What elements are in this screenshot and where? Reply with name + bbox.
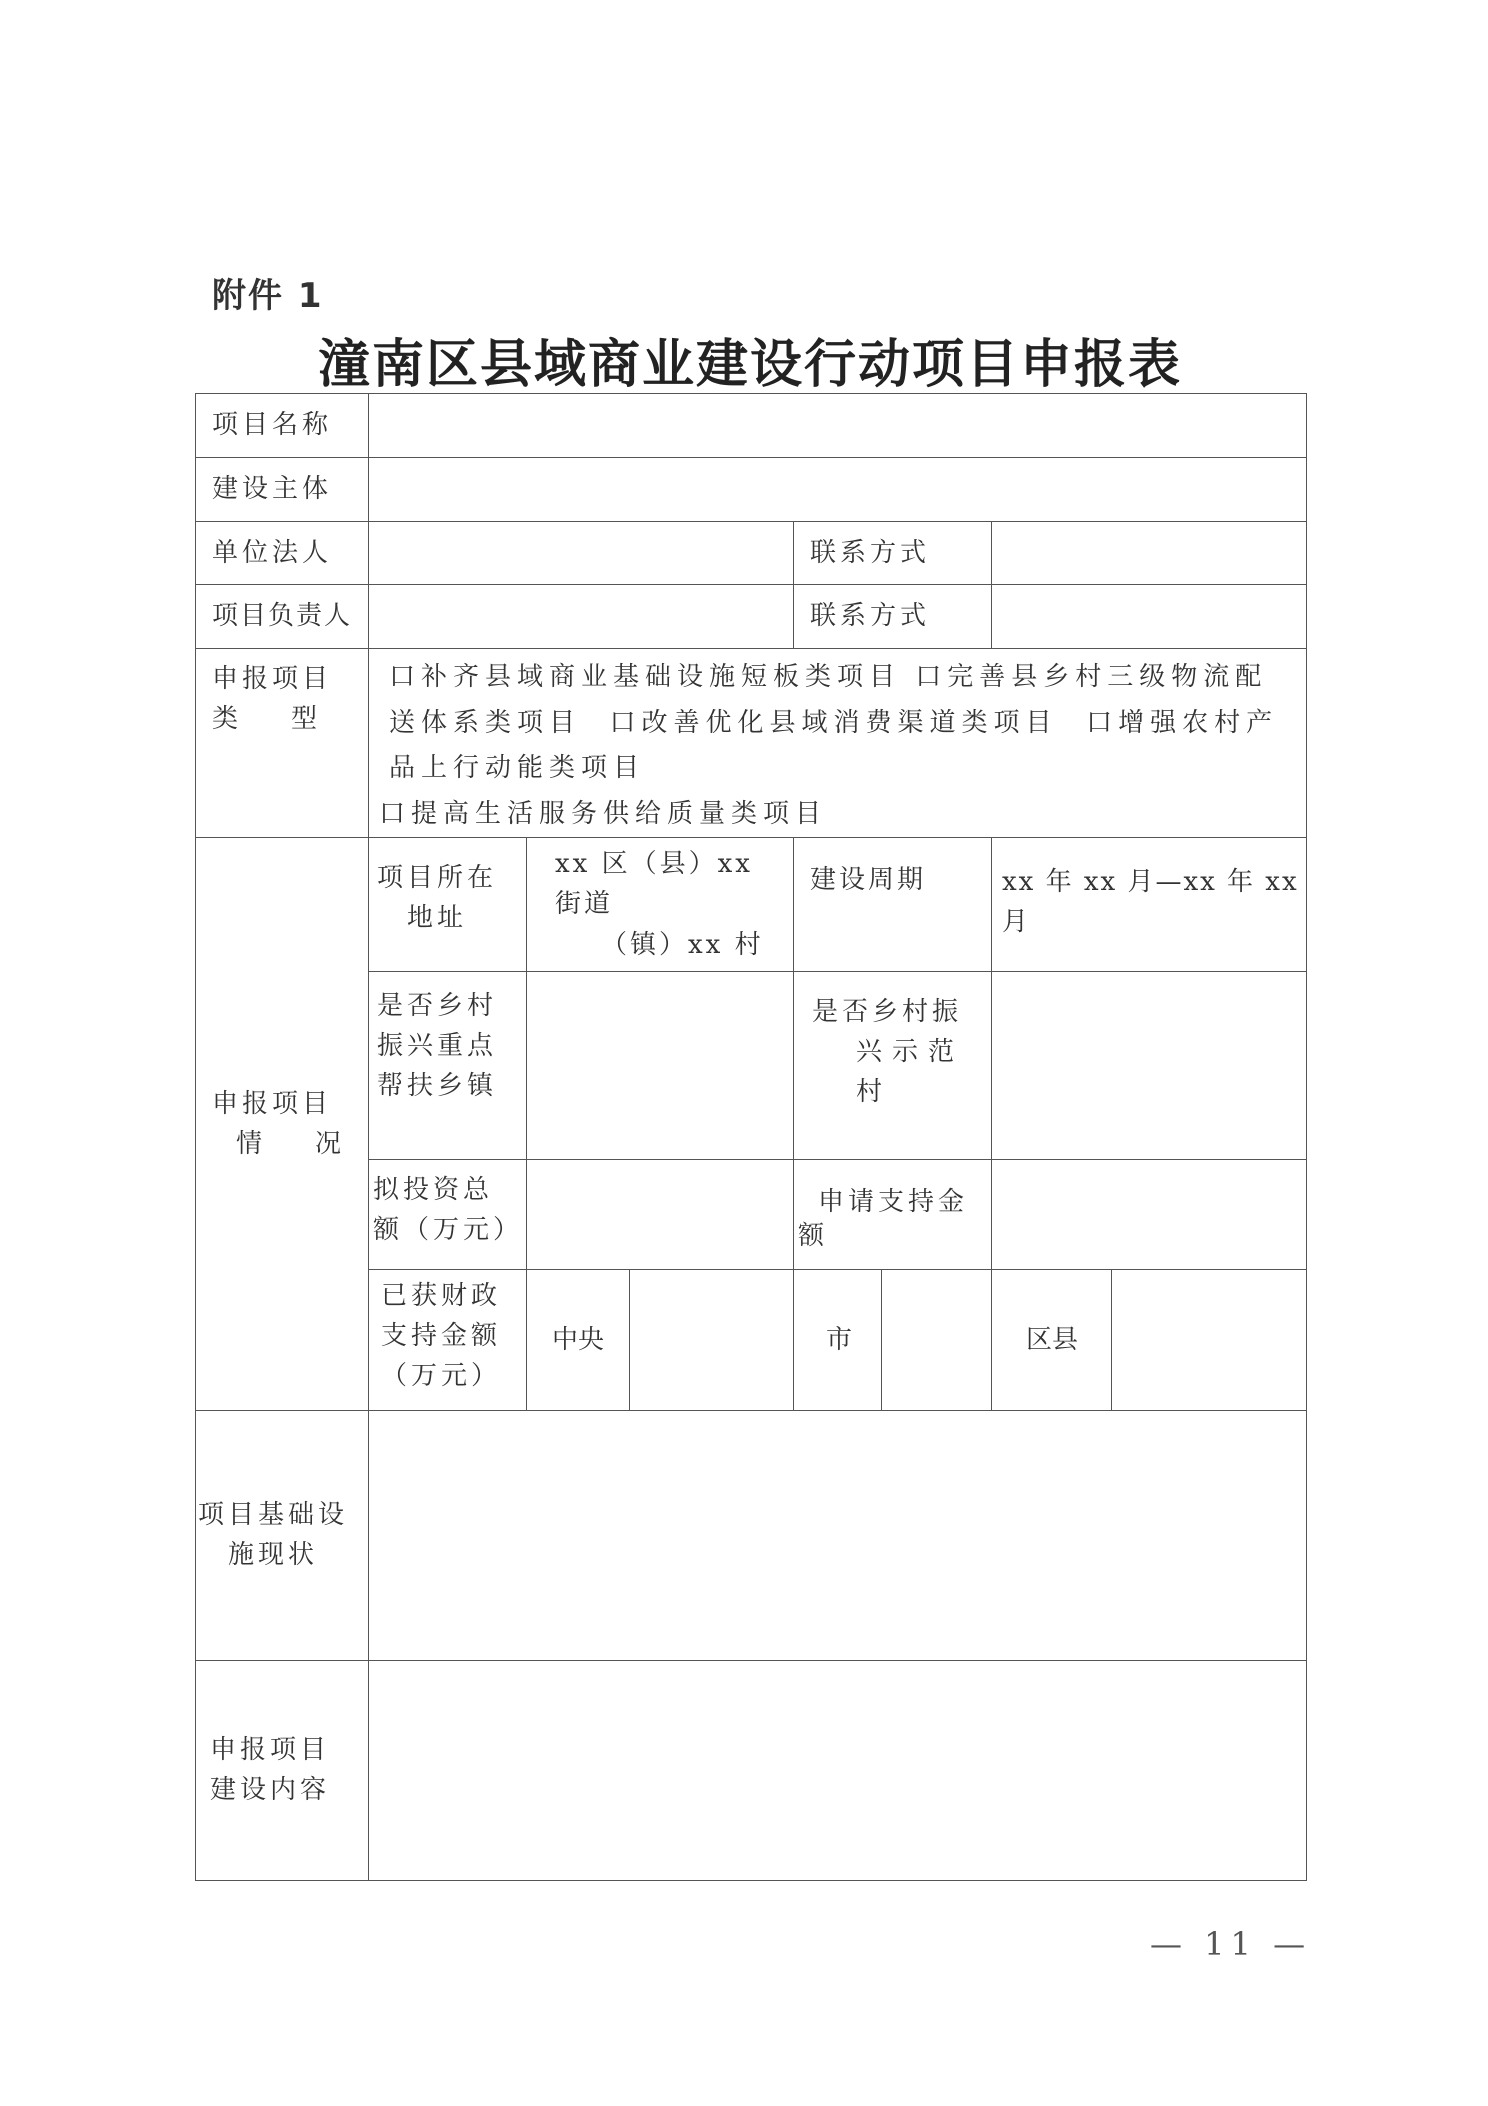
rural-town-field[interactable] bbox=[527, 971, 794, 1159]
obtained-label bbox=[369, 1269, 527, 1410]
investment-field[interactable] bbox=[527, 1159, 794, 1269]
row-project-lead bbox=[196, 585, 1307, 649]
type-option-services[interactable]: 口提高生活服务供给质量类项目 bbox=[379, 798, 828, 829]
infrastructure-field[interactable] bbox=[369, 1410, 1307, 1660]
investment-label bbox=[369, 1159, 527, 1269]
address-value[interactable] bbox=[527, 838, 794, 972]
rural-town-label bbox=[369, 971, 527, 1159]
rural-town-label-line-2: 振兴重点 bbox=[377, 1031, 498, 1062]
address-value-line-1: xx 区（县）xx 街道 bbox=[555, 849, 753, 920]
page-number: — 11 — bbox=[1150, 1925, 1312, 1963]
row-infrastructure-status bbox=[196, 1410, 1307, 1660]
row-address bbox=[196, 838, 1307, 972]
demo-village-label-line-1: 是否乡村振 bbox=[812, 996, 963, 1027]
investment-label-line-2: 额（万元） bbox=[373, 1215, 524, 1246]
situation-label-line-1: 申报项目 bbox=[212, 1088, 333, 1119]
rural-town-label-line-1: 是否乡村 bbox=[377, 990, 498, 1021]
project-type-options bbox=[369, 649, 1307, 838]
support-field[interactable] bbox=[992, 1159, 1307, 1269]
obtained-label-line-3: （万元） bbox=[381, 1361, 502, 1392]
row-construction-content bbox=[196, 1660, 1307, 1880]
attachment-label: 附件 1 bbox=[212, 276, 324, 316]
legal-rep-label: 单位法人 bbox=[196, 522, 369, 585]
application-form-table bbox=[195, 393, 1307, 1881]
rural-town-label-line-3: 帮扶乡镇 bbox=[377, 1071, 498, 1102]
row-legal-rep bbox=[196, 522, 1307, 585]
demo-village-label-line-3: 村 bbox=[856, 1077, 887, 1108]
central-field[interactable] bbox=[630, 1269, 794, 1410]
project-type-label-line-1: 申报项目 bbox=[212, 664, 333, 694]
row-project-name bbox=[196, 394, 1307, 458]
contact-field-1[interactable] bbox=[992, 522, 1307, 585]
investment-label-line-1: 拟投资总 bbox=[373, 1174, 494, 1205]
contact-label-1: 联系方式 bbox=[794, 522, 992, 585]
city-label: 市 bbox=[794, 1269, 882, 1410]
contact-field-2[interactable] bbox=[992, 585, 1307, 649]
row-builder bbox=[196, 458, 1307, 522]
county-field[interactable] bbox=[1112, 1269, 1307, 1410]
support-label-line-2: 额 bbox=[798, 1220, 829, 1251]
address-label-line-2: 地址 bbox=[407, 903, 468, 934]
construction-content-label-line-1: 申报项目 bbox=[210, 1735, 331, 1766]
project-name-field[interactable] bbox=[369, 394, 1307, 458]
row-project-type bbox=[196, 649, 1307, 838]
type-option-logistics[interactable]: 口完善县乡村三级物流配送体系类项目 bbox=[389, 662, 1268, 738]
type-option-consumption[interactable]: 口改善优化县域消费渠道类项目 bbox=[609, 707, 1058, 738]
builder-label: 建设主体 bbox=[196, 458, 369, 522]
contact-label-2: 联系方式 bbox=[794, 585, 992, 649]
situation-label bbox=[196, 838, 369, 1411]
address-value-line-2: （镇）xx 村 bbox=[601, 929, 764, 960]
construction-content-field[interactable] bbox=[369, 1660, 1307, 1880]
city-field[interactable] bbox=[882, 1269, 992, 1410]
period-label: 建设周期 bbox=[794, 838, 992, 972]
form-title: 潼南区县域商业建设行动项目申报表 bbox=[317, 334, 1182, 395]
construction-content-label bbox=[196, 1660, 369, 1880]
demo-village-label bbox=[794, 971, 992, 1159]
infrastructure-label-line-1: 项目基础设 bbox=[198, 1500, 349, 1531]
support-label-line-1: 申请支持金 bbox=[818, 1186, 969, 1217]
obtained-label-line-1: 已获财政 bbox=[381, 1280, 502, 1311]
address-label bbox=[369, 838, 527, 972]
central-label: 中央 bbox=[527, 1269, 630, 1410]
demo-village-field[interactable] bbox=[992, 971, 1307, 1159]
construction-content-label-line-2: 建设内容 bbox=[210, 1775, 331, 1806]
obtained-label-line-2: 支持金额 bbox=[381, 1321, 502, 1352]
demo-village-label-line-2: 兴示范 bbox=[856, 1037, 965, 1068]
type-option-infrastructure[interactable]: 口补齐县域商业基础设施短板类项目 bbox=[389, 662, 902, 692]
address-label-line-1: 项目所在 bbox=[377, 863, 498, 893]
project-name-label: 项目名称 bbox=[196, 394, 369, 458]
county-label: 区县 bbox=[992, 1269, 1112, 1410]
infrastructure-label-line-2: 施现状 bbox=[228, 1540, 319, 1571]
project-lead-label: 项目负责人 bbox=[196, 585, 369, 649]
project-type-label bbox=[196, 649, 369, 838]
infrastructure-label bbox=[196, 1410, 369, 1660]
project-type-label-line-2: 类 型 bbox=[212, 704, 322, 735]
situation-label-line-2: 情 况 bbox=[236, 1128, 346, 1159]
project-lead-field[interactable] bbox=[369, 585, 794, 649]
type-option-rural-products[interactable]: 口增强农村产品上行动能类项目 bbox=[389, 707, 1279, 783]
support-label bbox=[794, 1159, 992, 1269]
legal-rep-field[interactable] bbox=[369, 522, 794, 585]
builder-field[interactable] bbox=[369, 458, 1307, 522]
period-value[interactable]: xx 年 xx 月—xx 年 xx 月 bbox=[992, 838, 1307, 972]
